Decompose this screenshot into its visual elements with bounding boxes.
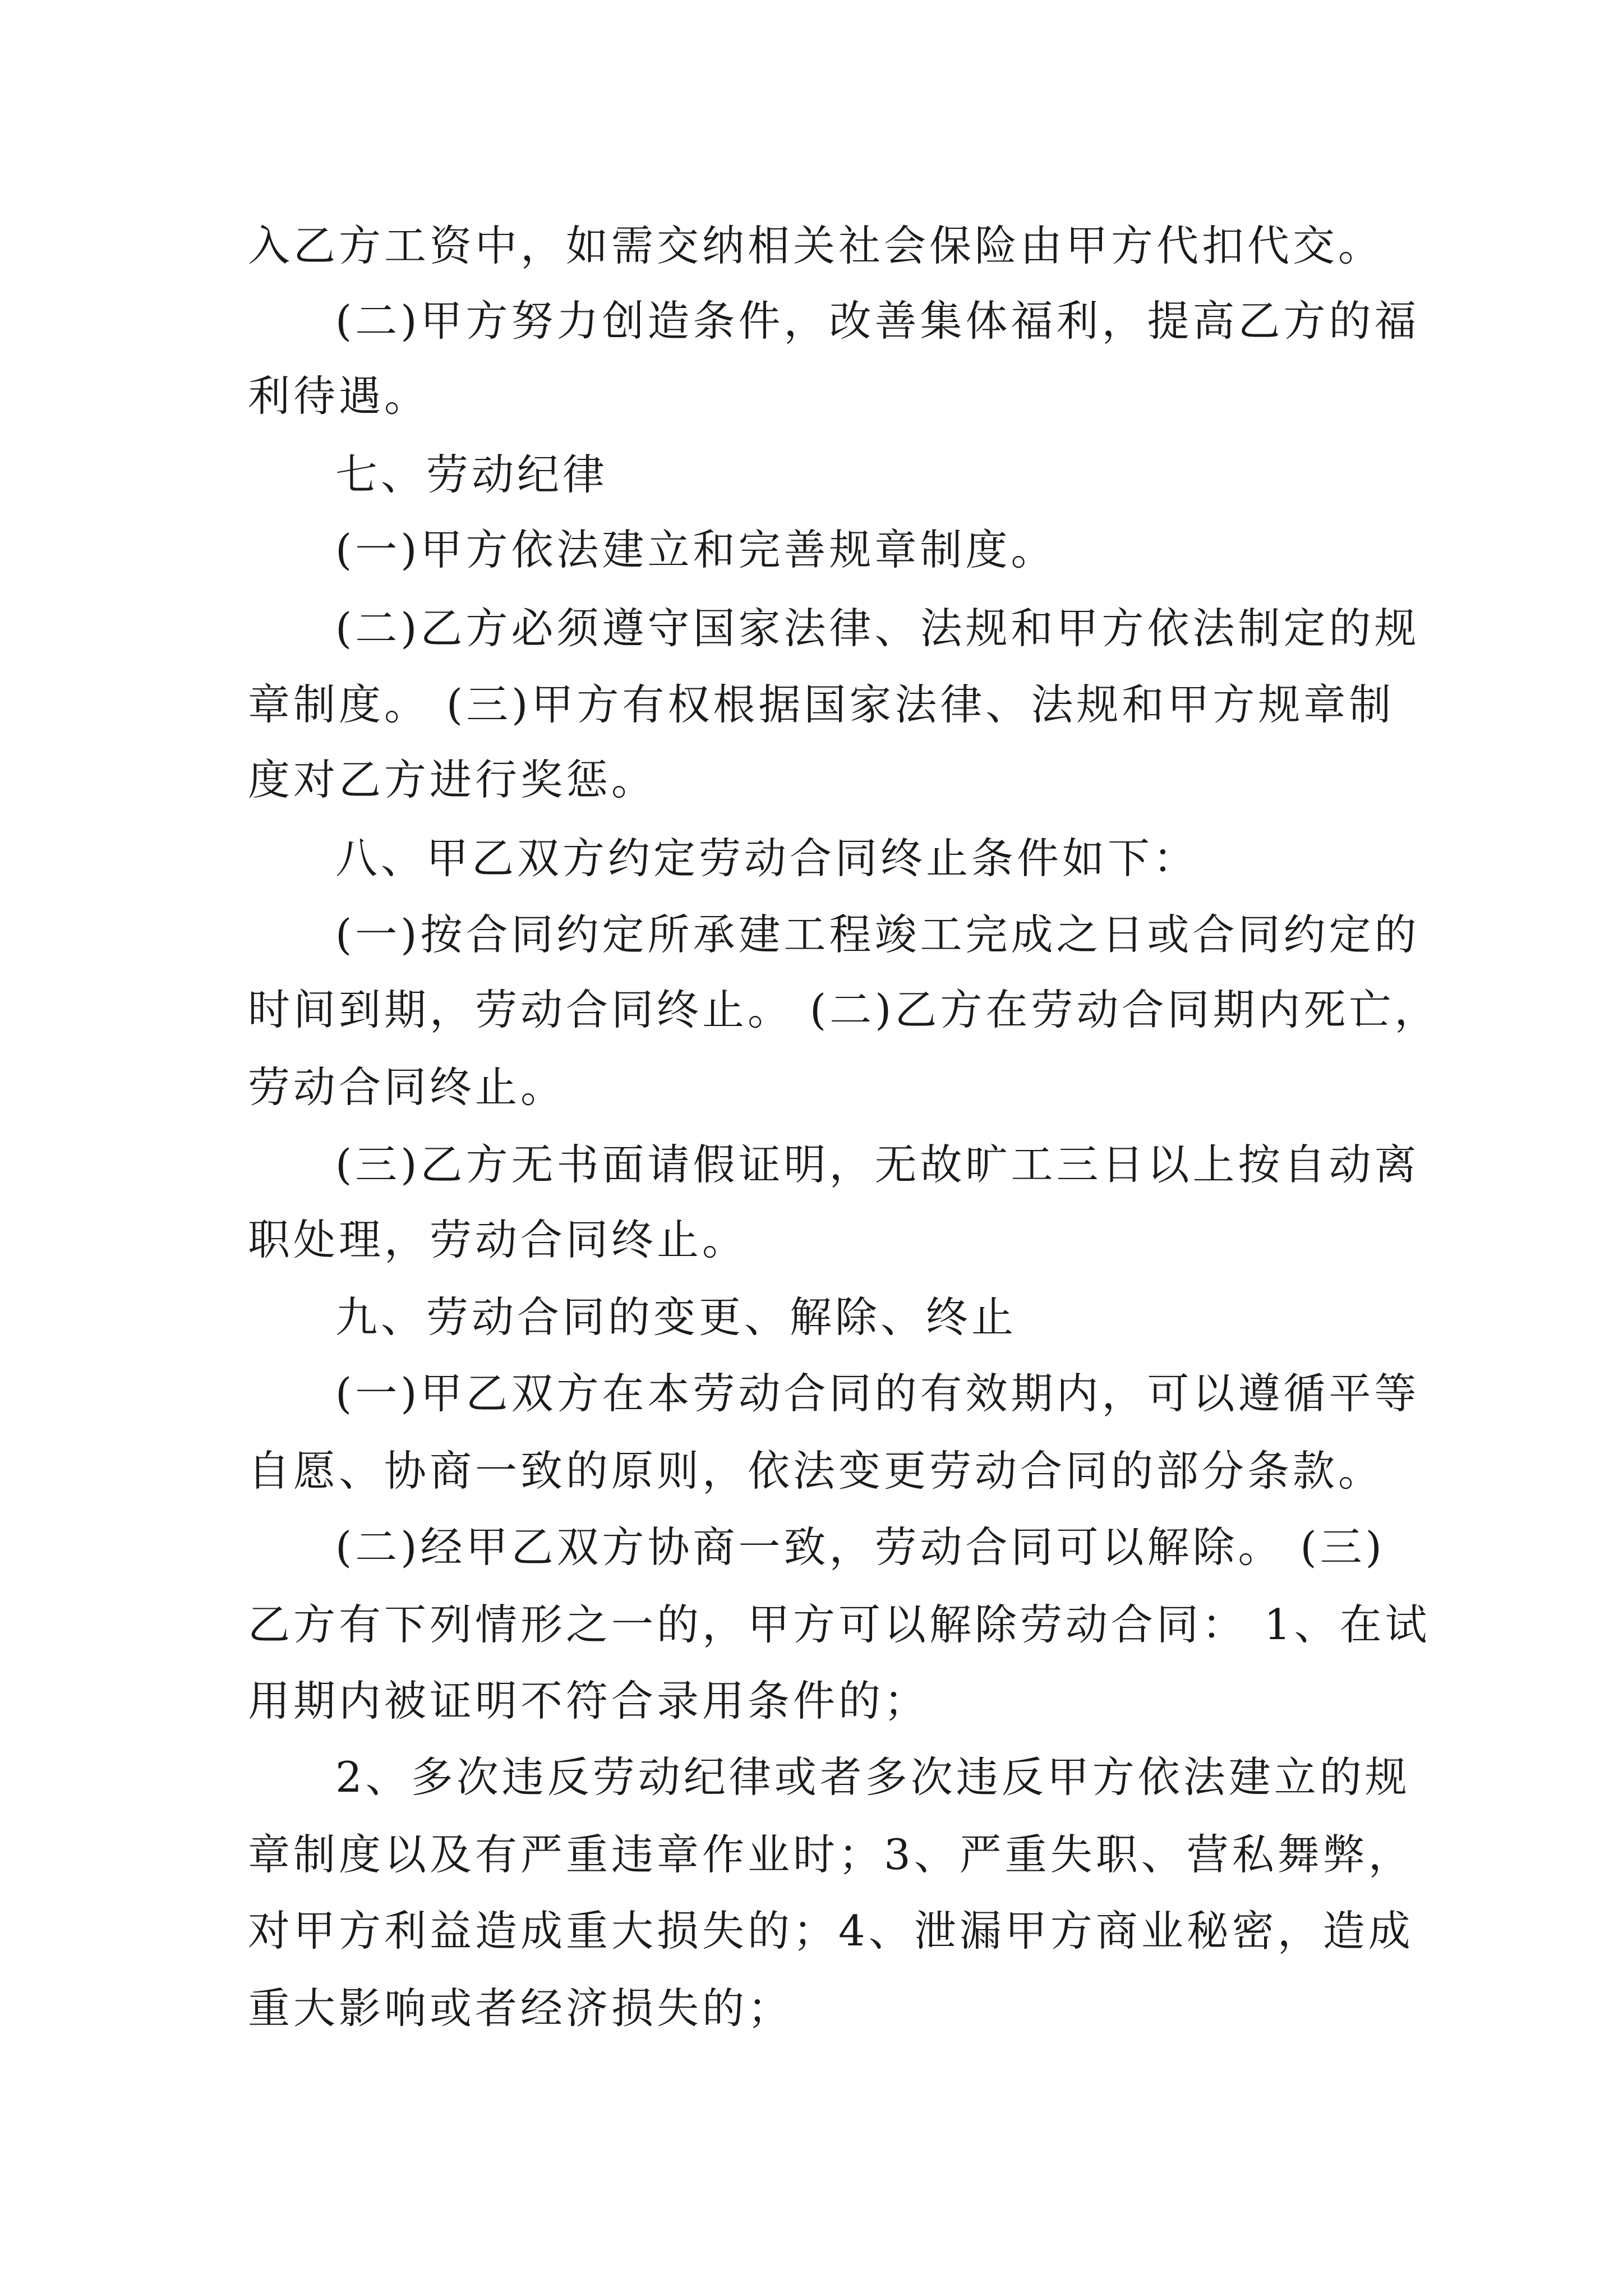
text-line-22: 章制度以及有严重违章作业时；3、严重失职、营私舞弊， (248, 1830, 1414, 1879)
text-line-8: 度对乙方进行奖惩。 (248, 755, 657, 804)
text-line-23: 对甲方利益造成重大损失的；4、泄漏甲方商业秘密，造成 (248, 1906, 1414, 1955)
text-line-5: (一)甲方依法建立和完善规章制度。 (335, 525, 1057, 574)
text-line-18: (二)经甲乙双方协商一致，劳动合同可以解除。 (三) (335, 1522, 1385, 1572)
text-line-1: 入乙方工资中，如需交纳相关社会保险由甲方代扣代交。 (248, 221, 1384, 270)
text-line-2: (二)甲方努力创造条件，改善集体福利，提高乙方的福 (335, 296, 1420, 346)
text-line-21: 2、多次违反劳动纪律或者多次违反甲方依法建立的规 (335, 1752, 1410, 1802)
section-heading-9: 九、劳动合同的变更、解除、终止 (335, 1292, 1017, 1342)
text-line-16: (一)甲乙双方在本劳动合同的有效期内，可以遵循平等 (335, 1369, 1420, 1418)
text-line-3: 利待遇。 (248, 371, 430, 421)
text-line-7: 章制度。 (三)甲方有权根据国家法律、法规和甲方规章制 (248, 680, 1395, 729)
text-line-11: 时间到期，劳动合同终止。 (二)乙方在劳动合同期内死亡， (248, 985, 1440, 1034)
text-line-24: 重大影响或者经济损失的； (248, 1984, 794, 2033)
text-line-20: 用期内被证明不符合录用条件的； (248, 1676, 930, 1726)
text-line-6: (二)乙方必须遵守国家法律、法规和甲方依法制定的规 (335, 604, 1420, 653)
section-heading-8: 八、甲乙双方约定劳动合同终止条件如下： (335, 834, 1199, 883)
text-line-19: 乙方有下列情形之一的，甲方可以解除劳动合同： 1、在试 (248, 1600, 1431, 1649)
text-line-13: (三)乙方无书面请假证明，无故旷工三日以上按自动离 (335, 1140, 1420, 1189)
text-line-12: 劳动合同终止。 (248, 1062, 566, 1112)
text-line-17: 自愿、协商一致的原则，依法变更劳动合同的部分条款。 (248, 1446, 1384, 1496)
text-line-14: 职处理，劳动合同终止。 (248, 1215, 748, 1264)
text-line-10: (一)按合同约定所承建工程竣工完成之日或合同约定的 (335, 910, 1420, 959)
section-heading-7: 七、劳动纪律 (335, 450, 608, 499)
